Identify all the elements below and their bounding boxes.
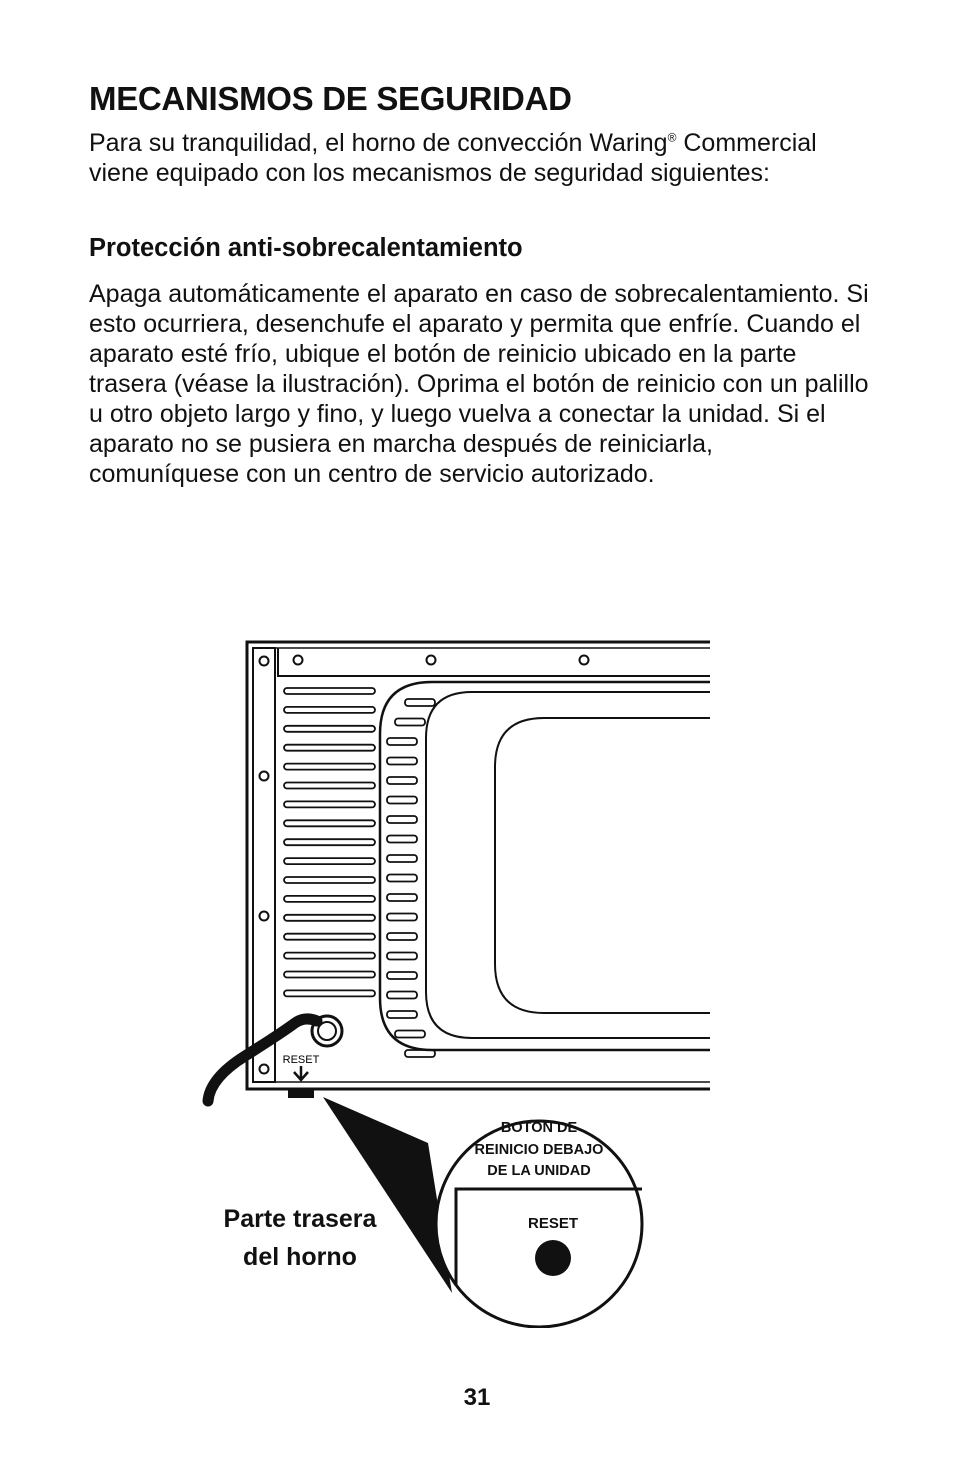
vent-slot	[387, 992, 417, 999]
reset-button-icon	[535, 1240, 571, 1276]
intro-text-start: Para su tranquilidad, el horno de convección Waring	[89, 129, 668, 157]
vent-slot	[387, 816, 417, 823]
page-title: MECANISMOS DE SEGURIDAD	[89, 80, 572, 117]
vent-slot	[284, 707, 375, 713]
vent-slot	[387, 777, 417, 784]
vent-slot	[387, 933, 417, 940]
vent-slot	[284, 726, 375, 732]
section-body: Apaga automáticamente el aparato en caso de sobrecalentamiento. Si esto ocurriera, desenchufe el aparato y permita que enfríe. Cuando el aparato esté frío, ubique el botón de reinicio ubicado en la parte trasera (véase la ilustración). Oprima el botón de reinicio con un palillo u otro objeto largo y fino, y luego vuelva a conectar la unidad. Si el aparato no se pusiera en marcha después de reiniciarla, comuníquese con un centro de servicio autorizado.	[89, 280, 869, 488]
intro-paragraph	[89, 128, 869, 188]
intro-text-end: Commercial viene equipado con los mecanismos de seguridad siguientes:	[89, 129, 817, 187]
vent-slot	[284, 990, 375, 996]
vent-slot	[284, 934, 375, 940]
vent-slot	[284, 764, 375, 770]
callout-reset-label: RESET	[527, 1215, 579, 1232]
vent-slot	[387, 855, 417, 862]
vent-slot	[387, 914, 417, 921]
registered-mark: ®	[667, 130, 677, 145]
callout-line-2: REINICIO DEBAJO	[474, 1142, 604, 1158]
vent-slot	[284, 972, 375, 978]
vent-slot	[284, 839, 375, 845]
vent-slot	[405, 699, 435, 706]
vent-slot	[387, 972, 417, 979]
down-arrow-icon	[294, 1066, 308, 1080]
caption-line-2: del horno	[243, 1243, 357, 1271]
section-title: Protección anti-sobrecalentamiento	[89, 234, 523, 262]
vent-slot	[395, 719, 425, 726]
vent-slot	[387, 894, 417, 901]
vent-slot	[284, 745, 375, 751]
reset-button-marker	[288, 1090, 314, 1098]
vent-slot	[387, 797, 417, 804]
caption-line-1: Parte trasera	[223, 1205, 377, 1233]
vent-slot	[284, 896, 375, 902]
left-vent-slots	[284, 688, 375, 996]
vent-slot	[387, 758, 417, 765]
reset-label-small: RESET	[282, 1054, 320, 1066]
illustration-caption	[195, 1200, 405, 1276]
vent-slot	[284, 915, 375, 921]
vent-slot	[284, 953, 375, 959]
callout-line-1: BOTON DE	[500, 1120, 578, 1136]
vent-slot	[284, 783, 375, 789]
vent-slot	[284, 858, 375, 864]
vent-slot	[387, 1011, 417, 1018]
page-number: 31	[463, 1384, 491, 1411]
vent-slot	[387, 836, 417, 843]
vent-slot	[395, 1031, 425, 1038]
vent-slot	[387, 953, 417, 960]
vent-slot	[284, 877, 375, 883]
vent-slot	[387, 875, 417, 882]
vent-slot	[284, 688, 375, 694]
callout-line-3: DE LA UNIDAD	[487, 1163, 591, 1179]
vent-slot	[284, 820, 375, 826]
vent-slot	[284, 801, 375, 807]
vent-slot	[387, 738, 417, 745]
